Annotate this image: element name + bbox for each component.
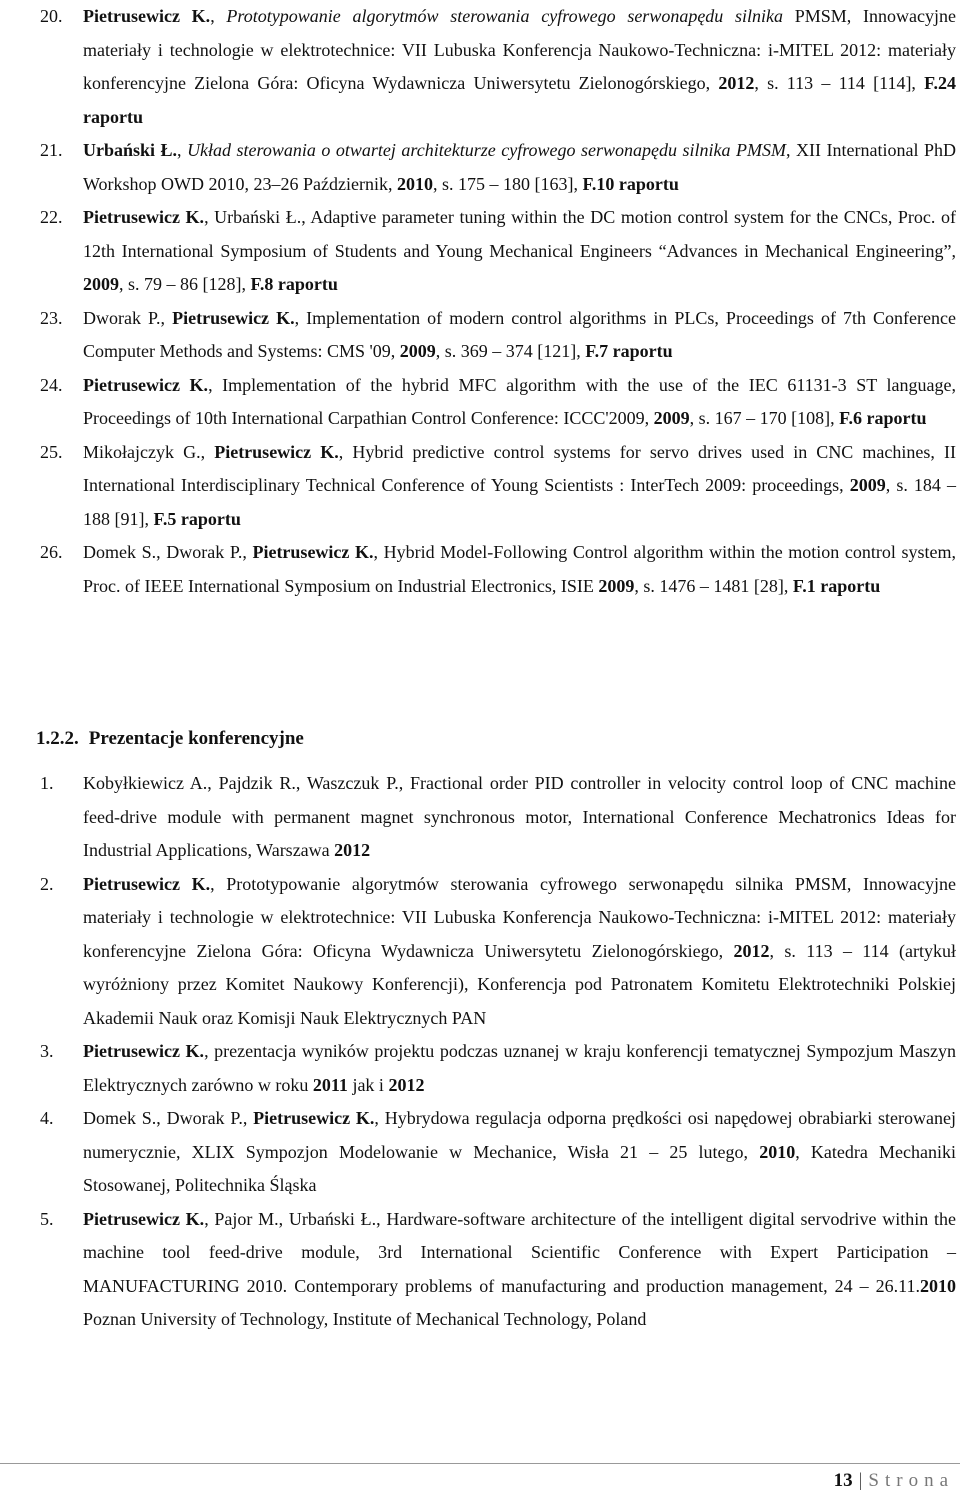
reference-number: 26. xyxy=(40,542,63,562)
section-title: Prezentacje konferencyjne xyxy=(88,728,304,749)
reference-text: , Pajor M., Urbański Ł., Hardware-software architecture of the intelligent digital servodrive within the machine tool feed-drive module, 3rd International Scientific Conference with Expert Participation – MANUFACTURING 2010. Contemporary problems of manufacturing and production management, 24 – 26.11. xyxy=(83,1208,956,1296)
reference-text: Prototypowanie algorytmów sterowania cyfrowego serwonapędu silnika xyxy=(226,6,784,26)
reference-text: 2012 xyxy=(334,840,371,860)
reference-text: , Katedra Mechaniki Stosowanej, Politechnika Śląska xyxy=(83,1141,956,1195)
reference-text: F.1 raportu xyxy=(792,575,881,596)
reference-text: Pietrusewicz K. xyxy=(83,1041,205,1061)
reference-text: 2011 xyxy=(312,1074,348,1095)
reference-item xyxy=(0,1203,960,1337)
reference-text: Pietrusewicz K. xyxy=(83,6,211,26)
reference-text: Pietrusewicz K. xyxy=(214,441,339,462)
reference-item xyxy=(0,134,960,201)
reference-text: 2010 xyxy=(397,173,433,194)
reference-text: jak i xyxy=(347,1074,389,1095)
page-number: 13 xyxy=(833,1470,853,1491)
reference-text: Pietrusewicz K. xyxy=(83,374,209,395)
reference-text: , Hybrid Model-Following Control algorithm within the motion control system, Proc. of IEEE International Symposium on Industrial Electronics, ISIE xyxy=(83,542,957,596)
reference-text: F.7 raportu xyxy=(585,341,673,361)
footer-separator: | xyxy=(858,1470,863,1491)
reference-text: , s. 167 – 170 [108], xyxy=(689,408,840,428)
reference-text: F.24 raportu xyxy=(83,73,956,127)
reference-text: 2009 xyxy=(653,408,690,428)
reference-text: Mikołajczyk G., xyxy=(83,441,215,462)
reference-text: Domek S., Dworak P., xyxy=(83,1108,254,1128)
reference-text: , Implementation of the hybrid MFC algorithm with the use of the IEC 61131-3 ST language, Proceedings of 10th International Carpathian Control Conference: ICCC'2009, xyxy=(83,374,956,428)
reference-item xyxy=(0,767,960,868)
reference-number: 20. xyxy=(40,6,63,26)
reference-number: 24. xyxy=(40,374,63,395)
page-footer xyxy=(834,1467,954,1495)
presentation-reference-list xyxy=(0,767,960,1337)
reference-text: , Urbański Ł., Adaptive parameter tuning within the DC motion control system for the CNCs, Proc. of 12th International Symposium of Students and Young Mechanical Engineers “Advances in Mechanical Engineering”, xyxy=(83,207,957,261)
reference-text: 2012 xyxy=(733,940,770,961)
reference-item xyxy=(0,201,960,302)
reference-text: , xyxy=(177,140,188,160)
reference-text: Dworak P., xyxy=(83,307,173,328)
reference-text: Domek S., Dworak P., xyxy=(83,542,253,562)
reference-item xyxy=(0,0,960,134)
reference-text: Układ sterowania o otwartej architekturze cyfrowego serwonapędu silnika PMSM xyxy=(187,140,787,160)
reference-text: , s. 113 – 114 (artykuł wyróżniony przez Komitet Naukowy Konferencji), Konferencja pod Patronatem Komitetu Elektrotechniki Polskiej Akademii Nauk oraz Komisji Nauk Elektrycznych PAN xyxy=(83,940,956,1028)
reference-item xyxy=(0,868,960,1036)
reference-text: , Hybrid predictive control systems for servo drives used in CNC machines, II International Interdisciplinary Technical Conference of Young Scientists : InterTech 2009: proceedings, xyxy=(83,441,957,495)
reference-text: , s. 79 – 86 [128], xyxy=(119,274,251,294)
reference-text: PMSM, Innowacyjne materiały i technologie w elektrotechnice: VII Lubuska Konferencja Naukowo-Techniczna: i-MITEL 2012: materiały konferencyjne Zielona Góra: Oficyna Wydawnicza Uniwersytetu Zielonogórskiego, xyxy=(83,6,957,93)
reference-item xyxy=(0,536,960,603)
reference-text: Kobyłkiewicz A., Pajdzik R., Waszczuk P. xyxy=(83,773,399,793)
reference-text: 2012 xyxy=(718,73,755,93)
footer-divider xyxy=(0,1463,960,1464)
reference-number: 23. xyxy=(40,307,63,328)
reference-text: 2010 xyxy=(759,1141,796,1162)
reference-item xyxy=(0,1102,960,1203)
section-number: 1.2.2. xyxy=(36,728,79,749)
reference-number: 21. xyxy=(40,140,63,160)
reference-text: , s. 369 – 374 [121], xyxy=(435,341,586,361)
reference-text: Urbański Ł. xyxy=(83,140,178,160)
reference-text: Poznan University of Technology, Institute of Mechanical Technology, Poland xyxy=(83,1309,647,1329)
reference-text: Pietrusewicz K. xyxy=(83,1208,205,1229)
reference-text: 2009 xyxy=(849,475,886,495)
reference-number: 5. xyxy=(40,1208,54,1229)
reference-text: F.5 raportu xyxy=(153,508,241,529)
reference-text: Pietrusewicz K. xyxy=(83,873,211,894)
reference-item xyxy=(0,1035,960,1102)
footer-label: Strona xyxy=(868,1470,954,1491)
reference-text: Pietrusewicz K. xyxy=(253,1108,375,1128)
reference-text: , s. 175 – 180 [163], xyxy=(433,173,583,194)
reference-text: , prezentacja wyników projektu podczas uznanej w kraju konferencji tematycznej Sympozjum Maszyn Elektrycznych zarówno w roku xyxy=(83,1041,956,1095)
reference-number: 4. xyxy=(40,1108,54,1128)
reference-number: 1. xyxy=(40,773,54,793)
reference-item xyxy=(0,369,960,436)
reference-text: F.8 raportu xyxy=(250,274,338,294)
journal-reference-list xyxy=(0,0,960,603)
reference-text: Pietrusewicz K. xyxy=(172,307,295,328)
reference-item xyxy=(0,436,960,537)
reference-number: 3. xyxy=(40,1041,54,1061)
reference-text: Pietrusewicz K. xyxy=(252,542,374,562)
reference-number: 22. xyxy=(40,207,63,227)
reference-text: , Implementation of modern control algorithms in PLCs, Proceedings of 7th Conference Computer Methods and Systems: CMS '09, xyxy=(83,307,957,361)
reference-text: , Prototypowanie algorytmów sterowania cyfrowego serwonapędu silnika PMSM, Innowacyjne materiały i technologie w elektrotechnice: VII Lubuska Konferencja Naukowo-Techniczna: i-MITEL 2012: materiały konferencyjne Zielona Góra: Oficyna Wydawnicza Uniwersytetu Zielonogórskiego, xyxy=(83,873,956,961)
reference-text: F.6 raportu xyxy=(839,408,927,428)
reference-number: 2. xyxy=(40,873,54,894)
reference-text: 2010 xyxy=(920,1275,956,1296)
reference-text: , XII International PhD Workshop OWD 2010, 23–26 Październik, xyxy=(83,140,956,194)
reference-text: , s. 184 – 188 [91], xyxy=(83,475,956,529)
reference-item xyxy=(0,302,960,369)
section-heading xyxy=(36,722,304,756)
reference-text: , Hybrydowa regulacja odporna prędkości osi napędowej obrabiarki sterowanej numerycznie, XLIX Sympozjon Modelowanie w Mechanice, Wisła 21 – 25 lutego, xyxy=(83,1108,957,1162)
reference-text: 2009 xyxy=(399,341,436,361)
reference-text: 2009 xyxy=(83,274,119,294)
reference-text: 2012 xyxy=(388,1074,425,1095)
reference-text: F.10 raportu xyxy=(582,173,679,194)
reference-text: 2009 xyxy=(598,575,635,596)
reference-number: 25. xyxy=(40,441,63,462)
reference-text: , xyxy=(210,6,227,26)
reference-text: , s. 113 – 114 [114], xyxy=(754,73,925,93)
reference-text: Pietrusewicz K. xyxy=(83,207,205,227)
reference-text: , s. 1476 – 1481 [28], xyxy=(634,575,793,596)
reference-text: , Fractional order PID controller in velocity control loop of CNC machine feed-drive module with permanent magnet synchronous motor, International Conference Mechatronics Ideas for Industrial Applications, Warszawa xyxy=(83,773,957,860)
